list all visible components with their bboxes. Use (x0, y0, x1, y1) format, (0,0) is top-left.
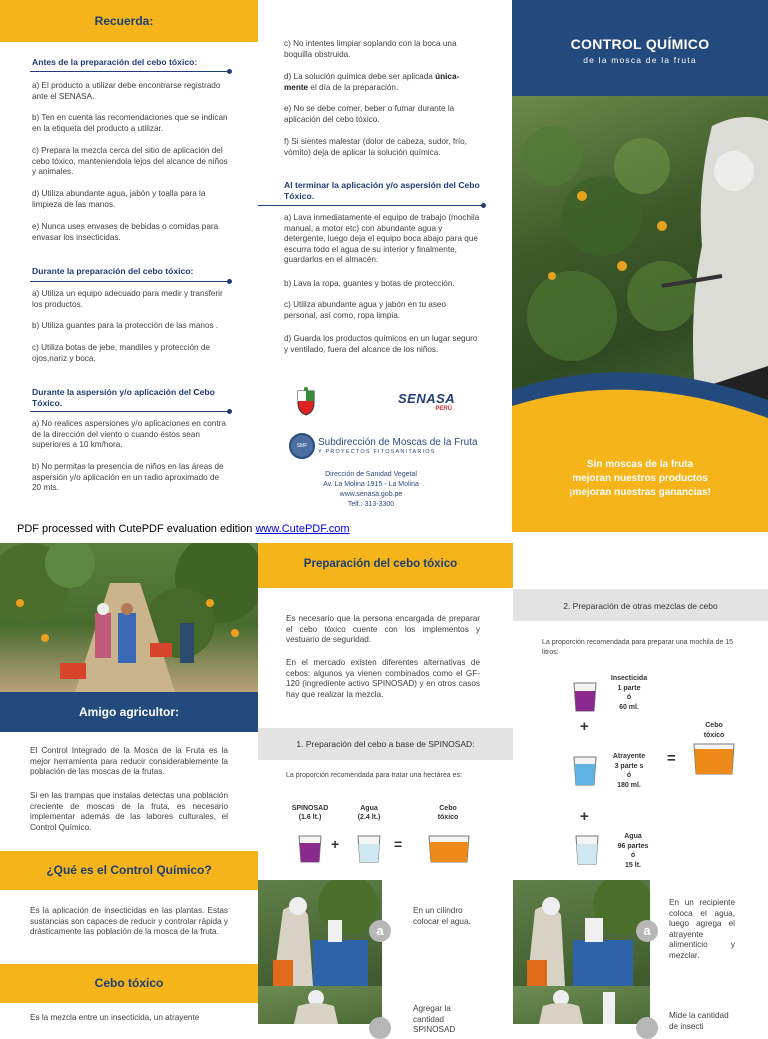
equals-sign: = (394, 836, 403, 852)
cutepdf-watermark (17, 523, 350, 535)
plus-sign: + (580, 808, 589, 825)
cutepdf-link[interactable]: www.CutePDF.com (255, 523, 350, 535)
smf-logo-icon: SMF (289, 433, 315, 459)
list-item: a) Utiliza un equipo adecuado para medir y transferir los productos. (32, 289, 223, 309)
que-es-paragraph: Es la aplicación de insecticidas en las plantas. Estas sustancias son capaces de reducir y controlar rápida y drásticamente las población de la mosca de la fruta. (30, 906, 228, 937)
otras-mezclas-title: 2. Preparación de otras mezclas de cebo (563, 601, 718, 611)
list-item-d (284, 72, 480, 93)
list-item: e) Nunca uses envases de bebidas o comidas para envasar los insecticidas. (32, 222, 219, 242)
label-line: 1 parte (617, 684, 641, 692)
list-item: d) Utiliza abundante agua, jabón y toalla para la limpieza de las manos. (32, 189, 206, 209)
photo-step-a-worker (258, 880, 382, 986)
list-item: c) Utiliza botas de jebe, mandiles y protección de ojos,nariz y boca. (32, 343, 210, 363)
insecticide-cup-icon (572, 681, 598, 713)
toxic-bait-cup-icon (692, 742, 736, 776)
item-d-emphasis: única-mente (284, 72, 460, 92)
plus-sign: + (580, 718, 589, 735)
amigo-paragraph: Si en las trampas que instalas detectas una población creciente de moscas de la fruta, es necesario implementar además de las labores culturales, el Control Químico. (30, 791, 228, 832)
insecticide-label (603, 674, 655, 712)
step-b-text: Mide la cantidad de insecti (669, 1011, 729, 1031)
label-line: ó (626, 772, 632, 779)
section-rule (30, 411, 230, 412)
list-item: a) El producto a utilizar debe encontrarse registrado ante el SENASA. (32, 81, 221, 101)
address-line: www.senasa.gob.pe (339, 491, 403, 498)
amigo-paragraph: El Control Integrado de la Mosca de la Fruta es la mejor herramienta para reducir considerablemente la población de las moscas de la frutas. (30, 746, 228, 777)
plus-sign: + (331, 836, 340, 852)
spinosad-proportion: La proporción recomendada para tratar una hectárea es: (286, 772, 462, 779)
address-line: Dirección de Sanidad Vegetal (325, 471, 417, 478)
cover-title: CONTROL QUÍMICO (570, 36, 710, 52)
cup-label-line: tóxico (437, 814, 459, 821)
watermark-text: PDF processed with CutePDF evaluation edition (17, 523, 256, 535)
attractant-label (603, 752, 655, 790)
list-item: c) Utiliza abundante agua y jabón en tu aseo personal, así como, ropa limpia. (284, 300, 447, 320)
label-line: Cebo (705, 722, 723, 729)
cover-subtitle: de la mosca de la fruta (583, 55, 697, 65)
cup-label-line: (2.4 lt.) (357, 814, 381, 821)
photo-step-b-worker (258, 986, 382, 1024)
label-line: 3 parte s (614, 762, 644, 770)
item-d-text: d) La solución química debe ser aplicada (284, 72, 436, 81)
list-item: e) No se debe comer, beber o fumar durante la aplicación del cebo tóxico. (284, 104, 455, 124)
item-d-text: el día de la preparación. (308, 82, 399, 92)
label-line: 180 ml. (617, 781, 641, 789)
cup-label (423, 804, 473, 822)
cover-panel (512, 0, 768, 532)
subdireccion-subtitle: Y PROYECTOS FITOSANITARIOS (318, 449, 436, 455)
photo-step-a-mixing (513, 880, 650, 986)
step-b-marker (369, 1017, 391, 1039)
cover-slogan (512, 458, 768, 500)
section-rule (30, 71, 230, 72)
attractant-cup-icon (572, 755, 598, 787)
list-item: f) Si sientes malestar (dolor de cabeza, sudor, frío, vómito) deja de aplicar la solución química. (284, 137, 467, 157)
cup-label-line: (1.6 lt.) (298, 814, 322, 821)
section-heading-al-terminar: Al terminar la aplicación y/o aspersión del Cebo Tóxico. (284, 180, 480, 201)
equals-sign: = (667, 750, 676, 767)
step-a-marker: a (369, 920, 391, 942)
step-a-text: En un recipiente coloca el agua, luego agrega el atrayente alimenticio y mezclar. (669, 898, 735, 960)
cup-label-line: SPINOSAD (291, 805, 329, 812)
water-cup-icon (574, 834, 600, 866)
preparacion-title: Preparación del cebo tóxico (303, 558, 458, 570)
section-heading-durante-prep: Durante la preparación del cebo tóxico: (32, 266, 194, 276)
step-a-marker: a (636, 920, 658, 942)
address-line: Av. La Molina 1915 - La Molina (323, 481, 419, 488)
water-label (607, 832, 659, 870)
list-item: a) Lava inmediatamente el equipo de trabajo (mochila manual, a motor etc) con abundante agua y detergente, luego deja el equipo boca abajo para que escurra todo el agua de su interior y finalmente, guardarlos en el almacén. (284, 213, 480, 265)
senasa-logo (398, 391, 456, 427)
label-line: Atrayente (612, 753, 646, 760)
label-line: 15 lt. (625, 861, 641, 869)
list-item: b) No permitas la presencia de niños en las áreas de aspersión y/o aplicación en un radio aproximado de 20 mts. (32, 462, 224, 493)
slogan-line: mejoran nuestros productos (572, 473, 708, 484)
cebo-title: Cebo tóxico (94, 976, 164, 990)
label-line: ó (626, 694, 632, 701)
address-block (258, 470, 484, 510)
list-item: c) No intentes limpiar soplando con la boca una boquilla obstruida. (284, 39, 457, 59)
section-rule (30, 281, 230, 282)
prep-paragraph: En el mercado existen diferentes alternativas de cebos: algunos ya vienen combinados como el GF-120 (ingrediente activo SPINOSAD) y en otros casos hay que realizar la mezcla. (286, 658, 480, 699)
photo-farmers-orchard (0, 543, 258, 692)
list-item: d) Guarda los productos químicos en un lugar seguro y ventilado, fuera del alcance de los niños. (284, 334, 478, 354)
cup-label (285, 804, 335, 822)
spinosad-cup-icon (297, 834, 323, 864)
photo-step-b-measuring (513, 986, 650, 1024)
section-heading-durante-asp: Durante la aspersión y/o aplicación del Cebo Tóxico. (32, 387, 215, 408)
spinosad-band-title: 1. Preparación del cebo a base de SPINOSAD: (296, 739, 475, 749)
cebo-label (690, 721, 738, 740)
list-item: b) Utiliza guantes para la protección de las manos . (32, 321, 219, 330)
label-line: tóxico (703, 731, 725, 739)
label-line: 96 partes (617, 842, 649, 850)
cup-label-line: Cebo (439, 805, 457, 812)
label-line: ó (630, 852, 636, 859)
section-rule (258, 205, 484, 206)
que-es-title: ¿Qué es el Control Químico? (46, 863, 212, 877)
peru-wordmark: PERÚ (435, 406, 452, 412)
senasa-wordmark: SENASA (398, 391, 456, 406)
step-b-marker (636, 1017, 658, 1039)
cup-label (344, 804, 394, 822)
cup-label-line: Agua (360, 805, 378, 812)
step-a-text: En un cilindro colocar el agua. (413, 906, 471, 926)
section-heading-antes: Antes de la preparación del cebo tóxico: (32, 57, 198, 67)
amigo-title: Amigo agricultor: (78, 705, 179, 719)
list-item: a) No realices aspersiones y/o aplicaciones en contra de la dirección del viento o cuando éstos sean superiores a 10 km/hora. (32, 419, 226, 450)
water-cup-icon (356, 834, 382, 864)
peru-coat-of-arms-icon (294, 387, 318, 417)
label-line: Agua (624, 833, 642, 840)
list-item: c) Prepara la mezcla cerca del sitio de aplicación del cebo tóxico, manteniendola lejos del alcance de niños y animales. (32, 146, 228, 177)
subdireccion-title: Subdirección de Moscas de la Fruta (318, 437, 478, 448)
slogan-line: ¡mejoran nuestras ganancias! (569, 487, 711, 498)
slogan-line: Sin moscas de la fruta (586, 459, 694, 470)
recuerda-title: Recuerda: (94, 14, 154, 28)
label-line: 60 ml. (619, 703, 639, 711)
step-b-text: Agregar la cantidad SPINOSAD (413, 1004, 456, 1035)
address-line: Telf.: 313-3300 (347, 501, 395, 508)
list-item: b) Ten en cuenta las recomendaciones que se indican en la etiqueta del producto a utilizar. (32, 113, 228, 133)
toxic-bait-cup-icon (427, 834, 471, 864)
label-line: Insecticida (610, 675, 648, 682)
cebo-paragraph: Es la mezcla entre un insecticida, un atrayente (30, 1013, 200, 1022)
prep-paragraph: Es necesario que la persona encargada de preparar el cebo tóxico cuente con los implementos y vestuario de seguridad. (286, 614, 480, 645)
otras-proportion: La proporción recomendada para preparar una mochila de 15 litros: (542, 639, 734, 656)
list-item: b) Lava la ropa, guantes y botas de protección. (284, 279, 455, 288)
